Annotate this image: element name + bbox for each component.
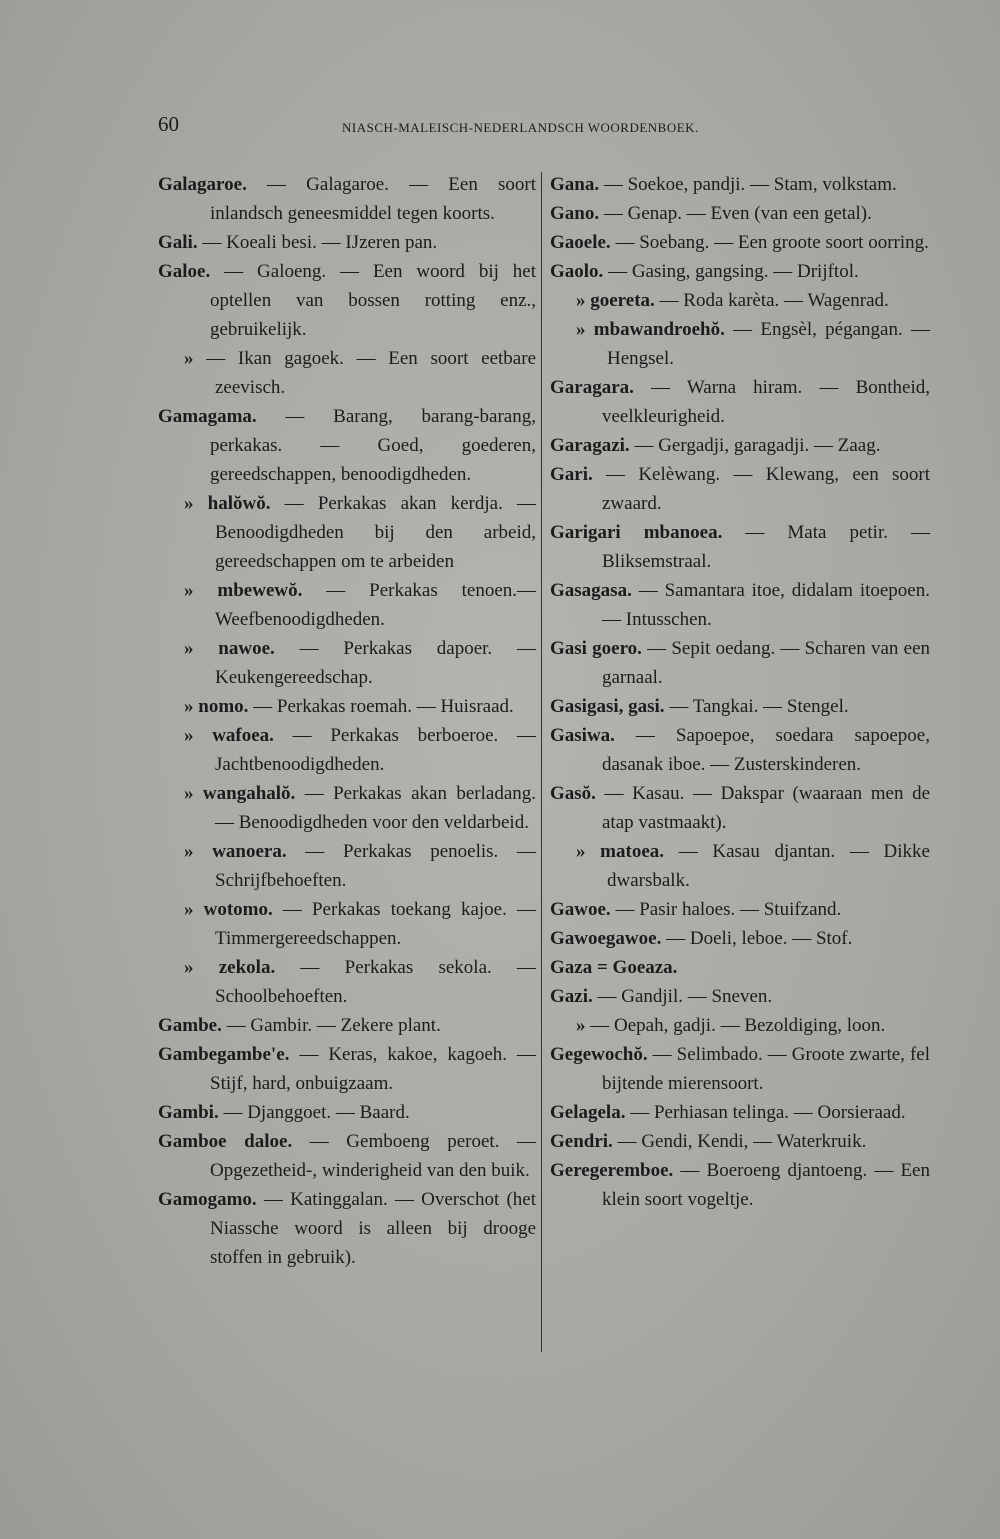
entry-headword: Gali. (158, 232, 198, 253)
entry-definition: — Barang, barang-barang, perkakas. — Goed, goederen, gereedschappen, benoodigdheden. (210, 406, 536, 485)
dictionary-entry (550, 286, 930, 315)
entry-definition: — Koeali besi. — IJzeren pan. (197, 232, 438, 253)
entry-definition: — Kelèwang. — Klewang, een soort zwaard. (592, 464, 930, 514)
dictionary-entry (550, 779, 930, 837)
dictionary-entry (550, 837, 930, 895)
entry-definition: — Boeroeng djantoeng. — Een klein soort vogeltje. (602, 1160, 930, 1210)
entry-headword: Gamogamo. (158, 1189, 257, 1210)
entry-definition: — Soekoe, pandji. — Stam, volkstam. (599, 174, 897, 195)
dictionary-entry (158, 489, 536, 576)
entry-headword: » zekola. (184, 957, 276, 978)
entry-definition: — Galoeng. — Een woord bij het optellen van bossen rotting enz., gebruikelijk. (210, 261, 536, 340)
dictionary-entry (550, 315, 930, 373)
entry-headword: Gendri. (550, 1131, 613, 1152)
entry-headword: Gelagela. (550, 1102, 626, 1123)
entry-definition: — Perkakas tenoen.— Weefbenoodigdheden. (215, 580, 536, 630)
entry-headword: » (576, 1015, 591, 1036)
entry-headword: Gegewochŏ. (550, 1044, 648, 1065)
entry-definition: — Perkakas dapoer. — Keukengereedschap. (215, 638, 536, 688)
dictionary-entry (158, 1127, 536, 1185)
entry-definition: — Perkakas roemah. — Huisraad. (248, 696, 514, 717)
dictionary-entry (158, 170, 536, 228)
dictionary-entry (550, 576, 930, 634)
dictionary-entry (158, 895, 536, 953)
dictionary-entry (158, 257, 536, 344)
dictionary-entry (550, 1040, 930, 1098)
entry-definition: — Soebang. — Een groote soort oorring. (610, 232, 929, 253)
entry-headword: Garagara. (550, 377, 634, 398)
entry-definition: — Gambir. — Zekere plant. (221, 1015, 441, 1036)
entry-definition: — Gandjil. — Sneven. (592, 986, 773, 1007)
entry-definition: — Pasir haloes. — Stuifzand. (610, 899, 842, 920)
entry-headword: Gambi. (158, 1102, 219, 1123)
entry-headword: Galagaroe. (158, 174, 247, 195)
entry-definition: — Oepah, gadji. — Bezoldiging, loon. (590, 1015, 886, 1036)
entry-headword: Garigari mbanoea. (550, 522, 723, 543)
entry-headword: Gari. (550, 464, 593, 485)
dictionary-entry (158, 1011, 536, 1040)
entry-definition: — Perkakas sekola. — Schoolbehoeften. (215, 957, 536, 1007)
entry-headword: » wanoera. (184, 841, 287, 862)
entry-definition: — Galagaroe. — Een soort inlandsch geneesmiddel tegen koorts. (210, 174, 536, 224)
dictionary-entry (158, 721, 536, 779)
dictionary-entry (158, 634, 536, 692)
entry-headword: Galoe. (158, 261, 211, 282)
dictionary-entry (158, 692, 536, 721)
entry-headword: Gasagasa. (550, 580, 632, 601)
dictionary-entry (550, 1156, 930, 1214)
entry-headword: » nawoe. (184, 638, 275, 659)
entry-headword: Gaolo. (550, 261, 604, 282)
entry-headword: » (184, 348, 207, 369)
entry-headword: Gawoe. (550, 899, 611, 920)
entry-definition: — Ikan gagoek. — Een soort eetbare zeevisch. (206, 348, 536, 398)
entry-definition: — Warna hiram. — Bontheid, veelkleurigheid. (602, 377, 930, 427)
dictionary-entry (550, 1127, 930, 1156)
entry-definition: — Selimbado. — Groote zwarte, fel bijtende mierensoort. (602, 1044, 930, 1094)
entry-headword: Gambe. (158, 1015, 222, 1036)
dictionary-entry (550, 721, 930, 779)
entry-headword: Gasiwa. (550, 725, 615, 746)
dictionary-entry (158, 1185, 536, 1272)
dictionary-entry (158, 344, 536, 402)
dictionary-entry (158, 228, 536, 257)
dictionary-entry (550, 895, 930, 924)
entry-headword: Gaoele. (550, 232, 611, 253)
entry-headword: Gamagama. (158, 406, 257, 427)
dictionary-entry (550, 170, 930, 199)
entry-headword: » nomo. (184, 696, 249, 717)
entry-definition: — Kasau. — Dakspar (waaraan men de atap vastmaakt). (595, 783, 930, 833)
page-header (158, 112, 748, 142)
entry-headword: Garagazi. (550, 435, 630, 456)
entry-headword: » matoea. (576, 841, 665, 862)
dictionary-entry (550, 431, 930, 460)
entry-definition: — Katinggalan. — Overschot (het Niassche woord is alleen bij drooge stoffen in gebruik). (210, 1189, 536, 1268)
dictionary-entry (158, 953, 536, 1011)
dictionary-entry (158, 837, 536, 895)
entry-definition: — Sapoepoe, soedara sapoepoe, dasanak iboe. — Zusterskinderen. (602, 725, 930, 775)
entry-definition: — Samantara itoe, didalam itoepoen. — Intusschen. (602, 580, 930, 630)
entry-headword: Gano. (550, 203, 600, 224)
dictionary-entry (158, 1040, 536, 1098)
entry-definition: — Perhiasan telinga. — Oorsieraad. (625, 1102, 906, 1123)
entry-definition: — Keras, kakoe, kagoeh. — Stijf, hard, onbuigzaam. (210, 1044, 536, 1094)
dictionary-entry (550, 1098, 930, 1127)
entry-definition: — Engsèl, pégangan. — Hengsel. (607, 319, 930, 369)
entry-headword: Gambegambe'e. (158, 1044, 290, 1065)
dictionary-entry (550, 228, 930, 257)
dictionary-entry (550, 634, 930, 692)
entry-definition: — Tangkai. — Stengel. (664, 696, 849, 717)
entry-headword: » goereta. (576, 290, 655, 311)
entry-headword: Gasigasi, gasi. (550, 696, 665, 717)
entry-headword: » wangahalŏ. (184, 783, 296, 804)
entry-definition: — Doeli, leboe. — Stof. (661, 928, 853, 949)
entry-definition: — Mata petir. — Bliksemstraal. (602, 522, 930, 572)
entry-headword: » wotomo. (184, 899, 273, 920)
entry-headword: Gana. (550, 174, 600, 195)
dictionary-entry (158, 779, 536, 837)
entry-headword: Gasŏ. (550, 783, 596, 804)
dictionary-entry (550, 257, 930, 286)
entry-definition: — Sepit oedang. — Scharen van een garnaal. (602, 638, 930, 688)
left-column (158, 170, 536, 1272)
dictionary-entry (158, 1098, 536, 1127)
dictionary-entry (550, 373, 930, 431)
entry-definition: — Gasing, gangsing. — Drijftol. (603, 261, 859, 282)
entry-headword: » mbawandroehŏ. (576, 319, 725, 340)
entry-definition: — Perkakas penoelis. — Schrijfbehoeften. (215, 841, 536, 891)
entry-headword: Geregeremboe. (550, 1160, 674, 1181)
dictionary-entry (550, 199, 930, 228)
entry-headword: Gaza = Goeaza. (550, 957, 678, 978)
entry-definition: — Gemboeng peroet. — Opgezetheid-, winderigheid van den buik. (210, 1131, 537, 1181)
entry-definition: — Gergadji, garagadji. — Zaag. (629, 435, 881, 456)
entry-definition: — Roda karèta. — Wagenrad. (654, 290, 889, 311)
dictionary-entry (550, 953, 930, 982)
entry-headword: Gazi. (550, 986, 593, 1007)
entry-headword: Gawoegawoe. (550, 928, 662, 949)
entry-definition: — Gendi, Kendi, — Waterkruik. (612, 1131, 867, 1152)
entry-definition: — Perkakas akan kerdja. — Benoodigdheden bij den arbeid, gereedschappen om te arbeiden (215, 493, 536, 572)
dictionary-entry (550, 982, 930, 1011)
page-number: 60 (158, 112, 179, 136)
dictionary-entry (550, 924, 930, 953)
entry-headword: » wafoea. (184, 725, 274, 746)
column-divider (541, 172, 542, 1352)
dictionary-entry (550, 518, 930, 576)
entry-definition: — Djanggoet. — Baard. (218, 1102, 410, 1123)
dictionary-entry (158, 402, 536, 489)
entry-definition: — Perkakas toekang kajoe. — Timmergereedschappen. (215, 899, 536, 949)
entry-headword: Gamboe daloe. (158, 1131, 293, 1152)
dictionary-entry (550, 1011, 930, 1040)
entry-headword: » halŏwŏ. (184, 493, 271, 514)
dictionary-entry (550, 692, 930, 721)
entry-definition: — Perkakas berboeroe. — Jachtbenoodigdheden. (215, 725, 537, 775)
entry-headword: » mbewewŏ. (184, 580, 303, 601)
entry-definition: — Perkakas akan berladang. — Benoodigdheden voor den veldarbeid. (215, 783, 537, 833)
entry-headword: Gasi goero. (550, 638, 642, 659)
right-column (550, 170, 930, 1214)
entry-definition: — Genap. — Even (van een getal). (599, 203, 872, 224)
entry-definition: — Kasau djantan. — Dikke dwarsbalk. (607, 841, 930, 891)
running-title: NIASCH-MALEISCH-NEDERLANDSCH WOORDENBOEK. (342, 120, 699, 135)
dictionary-entry (158, 576, 536, 634)
dictionary-entry (550, 460, 930, 518)
